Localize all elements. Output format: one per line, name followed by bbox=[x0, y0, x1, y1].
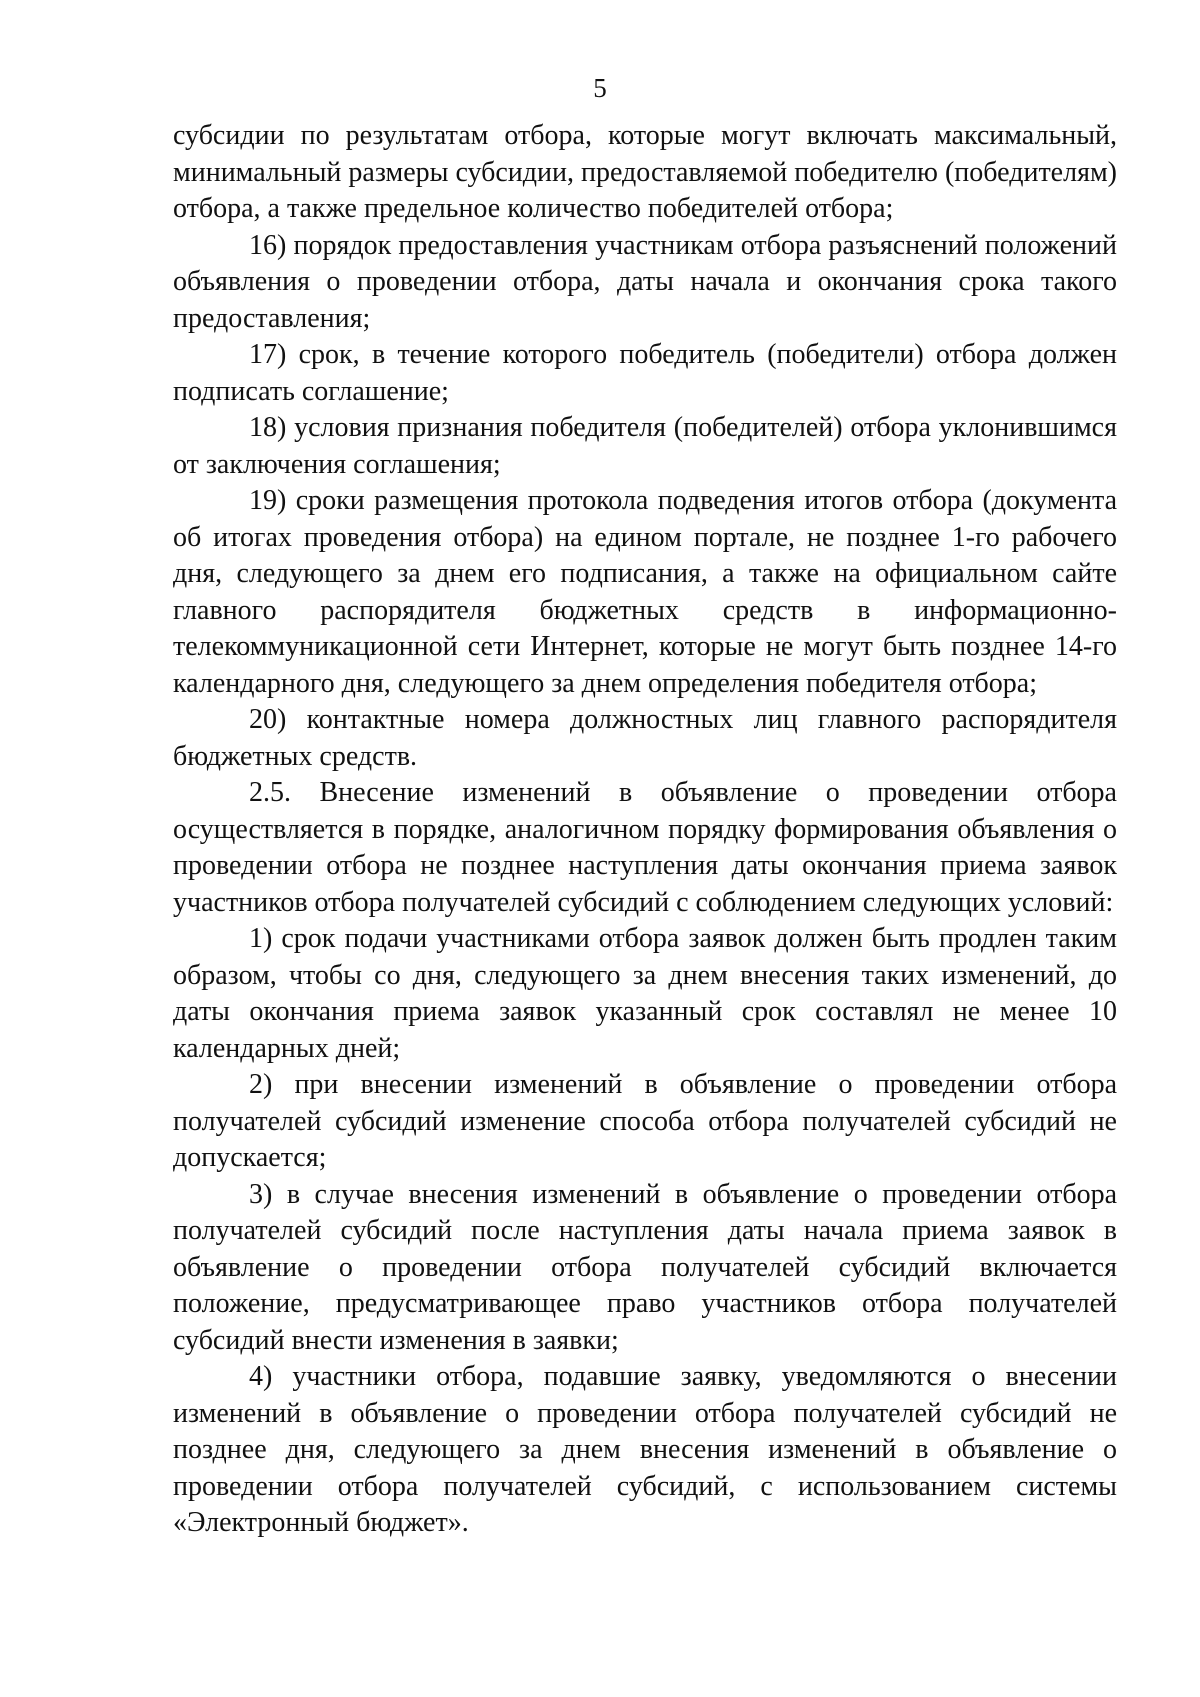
paragraph-section-2-5: 2.5. Внесение изменений в объявление о проведении отбора осуществляется в порядке, аналогичном порядку формирования объявления о проведении отбора не позднее наступления даты окончания приема заявок участников отбора получателей субсидий с соблюдением следующих условий: bbox=[173, 777, 1117, 918]
paragraph-item-18: 18) условия признания победителя (победителей) отбора уклонившимся от заключения соглашения; bbox=[173, 412, 1117, 480]
paragraph-continuation: субсидии по результатам отбора, которые могут включать максимальный, минимальный размеры субсидии, предоставляемой победителю (победителям) отбора, а также предельное количество победителей отбора; bbox=[173, 120, 1118, 224]
paragraph-condition-3: 3) в случае внесения изменений в объявление о проведении отбора получателей субсидий после наступления даты начала приема заявок в объявление о проведении отбора получателей субсидий включается положение, предусматривающее право участников отбора получателей субсидий внести изменения в заявки; bbox=[173, 1178, 1117, 1356]
paragraph-item-16: 16) порядок предоставления участникам отбора разъяснений положений объявления о проведении отбора, даты начала и окончания срока такого предоставления; bbox=[173, 229, 1117, 334]
paragraph-item-17: 17) срок, в течение которого победитель (победители) отбора должен подписать соглашение; bbox=[173, 339, 1117, 407]
paragraph-item-19: 19) сроки размещения протокола подведения итогов отбора (документа об итогах проведения отбора) на едином портале, не позднее 1-го рабочего дня, следующего за днем его подписания, а также на официальном сайте главного распорядителя бюджетных средств в информационно-телекоммуникационной сети Интернет, которые не могут быть позднее 14-го календарного дня, следующего за днем определения победителя отбора; bbox=[173, 485, 1117, 699]
paragraph-item-20: 20) контактные номера должностных лиц главного распорядителя бюджетных средств. bbox=[173, 704, 1117, 772]
page-number: 5 bbox=[593, 73, 607, 103]
paragraph-condition-4: 4) участники отбора, подавшие заявку, уведомляются о внесении изменений в объявление о проведении отбора получателей субсидий не позднее дня, следующего за днем внесения изменений в объявление о проведении отбора получателей субсидий, с использованием системы «Электронный бюджет». bbox=[173, 1361, 1117, 1538]
document-body bbox=[173, 118, 1117, 1542]
paragraph-condition-1: 1) срок подачи участниками отбора заявок должен быть продлен таким образом, чтобы со дня, следующего за днем внесения таких изменений, до даты окончания приема заявок указанный срок составлял не менее 10 календарных дней; bbox=[173, 923, 1117, 1064]
paragraph-condition-2: 2) при внесении изменений в объявление о проведении отбора получателей субсидий изменение способа отбора получателей субсидий не допускается; bbox=[173, 1069, 1117, 1173]
